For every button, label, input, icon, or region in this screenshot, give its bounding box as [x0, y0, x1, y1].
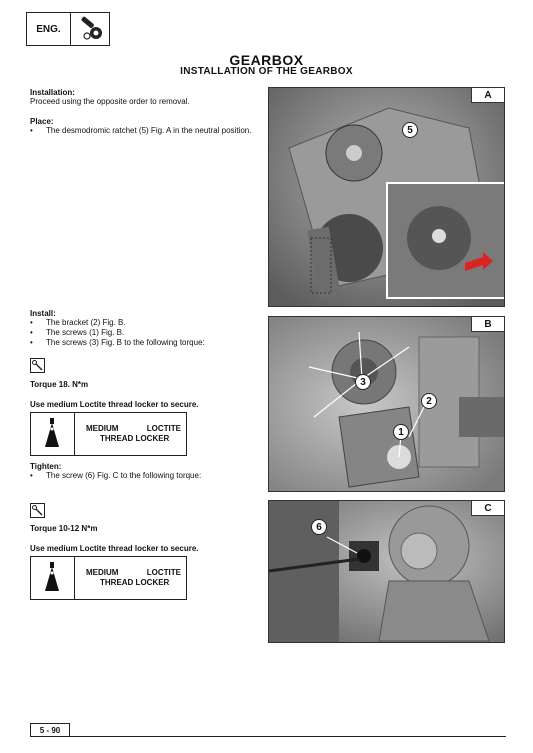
figure-b	[268, 316, 505, 492]
loctite-note-c: Use medium Loctite thread locker to secure.	[30, 544, 199, 553]
loctite-line1-left: MEDIUM	[86, 424, 119, 433]
gearbox-icon	[75, 16, 107, 42]
figure-a	[268, 87, 505, 307]
tighten-item: • The screw (6) Fig. C to the following torque:	[30, 471, 202, 480]
page-number: 5 - 90	[30, 723, 70, 737]
footer-divider	[70, 736, 506, 737]
loctite-box-b	[30, 412, 187, 456]
wrench-icon	[30, 358, 45, 373]
figure-a-photo	[269, 88, 505, 307]
torque-b: Torque 18. N*m	[30, 380, 89, 389]
language-tab	[26, 12, 110, 46]
tighten-heading: Tighten:	[30, 462, 62, 471]
loctite-box-c	[30, 556, 187, 600]
figure-b-photo	[269, 317, 505, 492]
callout-2: 2	[421, 393, 437, 409]
loctite-line1-left: MEDIUM	[86, 568, 119, 577]
torque-c: Torque 10-12 N*m	[30, 524, 98, 533]
loctite-line1-right: LOCTITE	[146, 568, 181, 577]
place-item: • The desmodromic ratchet (5) Fig. A in the neutral position.	[30, 126, 252, 135]
loctite-line2: THREAD LOCKER	[100, 434, 170, 443]
callout-5: 5	[402, 122, 418, 138]
thread-locker-icon	[31, 557, 75, 599]
install-item: • The screws (3) Fig. B to the following torque:	[30, 338, 205, 347]
figure-c-label: C	[471, 501, 504, 516]
install-item: • The bracket (2) Fig. B.	[30, 318, 126, 327]
language-label: ENG.	[27, 13, 71, 45]
figure-b-label: B	[471, 317, 504, 332]
page-title: GEARBOX	[229, 52, 304, 68]
figure-c	[268, 500, 505, 643]
install-item: • The screws (1) Fig. B.	[30, 328, 125, 337]
place-heading: Place:	[30, 117, 54, 126]
callout-6: 6	[311, 519, 327, 535]
loctite-line2: THREAD LOCKER	[100, 578, 170, 587]
loctite-line1-right: LOCTITE	[146, 424, 181, 433]
callout-3: 3	[355, 374, 371, 390]
installation-heading: Installation:	[30, 88, 75, 97]
thread-locker-icon	[31, 413, 75, 455]
page-subtitle: INSTALLATION OF THE GEARBOX	[180, 66, 353, 77]
installation-text: Proceed using the opposite order to removal.	[30, 97, 190, 106]
loctite-note-b: Use medium Loctite thread locker to secure.	[30, 400, 199, 409]
figure-a-label: A	[471, 88, 504, 103]
callout-1: 1	[393, 424, 409, 440]
install-heading: Install:	[30, 309, 56, 318]
wrench-icon	[30, 503, 45, 518]
figure-c-photo	[269, 501, 505, 643]
